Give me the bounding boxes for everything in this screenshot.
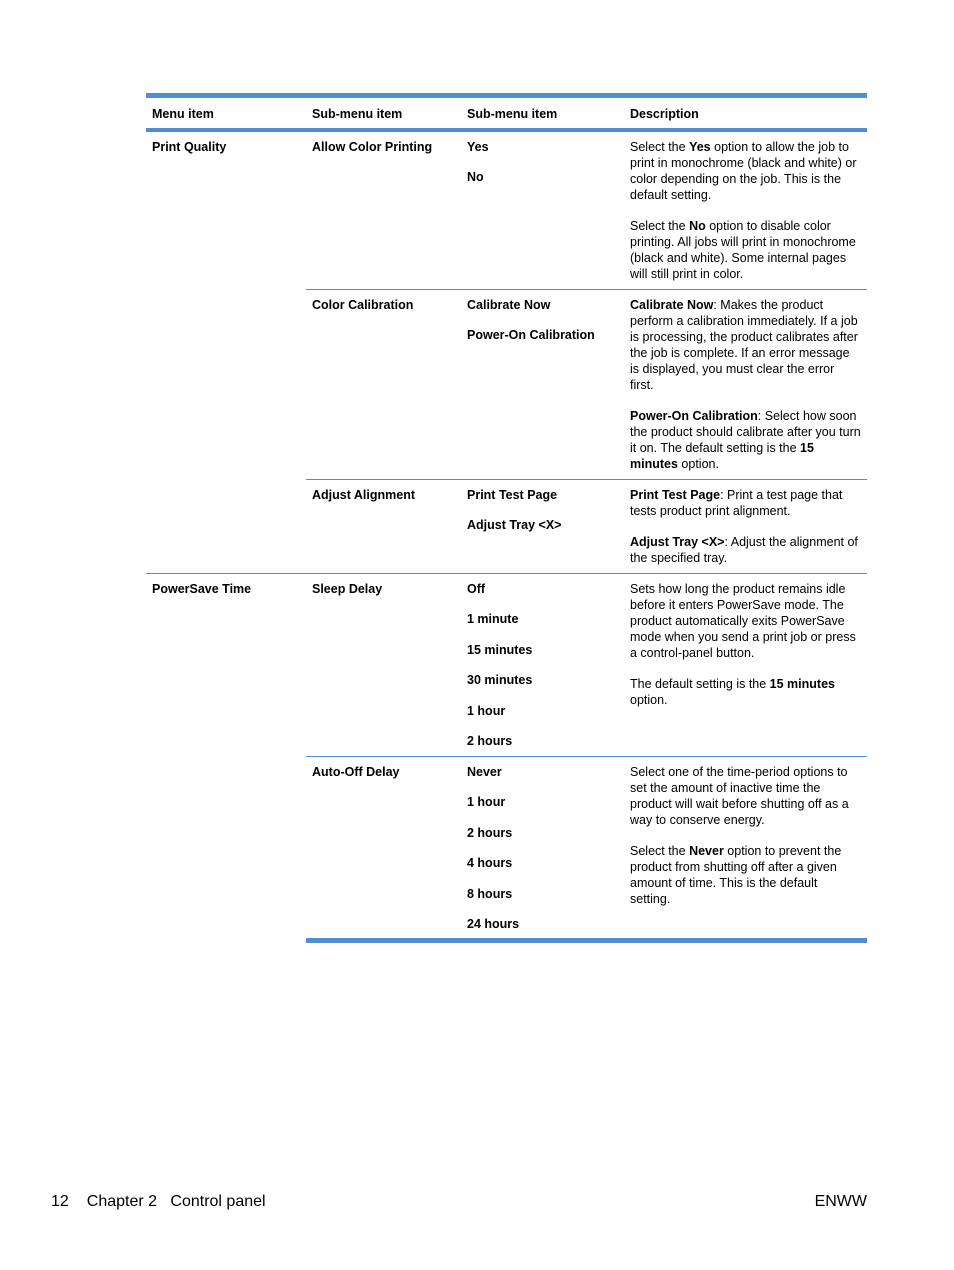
- description-text: option to allow the job to print in monochrome (black and white) or color depending on the job. This is the default setting.: [630, 140, 857, 202]
- description-text: Sets how long the product remains idle before it enters PowerSave mode. The product automatically exits PowerSave mode when you send a print job or press a control-panel button.: [630, 582, 856, 660]
- submenu-item-cell: Auto-Off Delay: [306, 756, 461, 940]
- description-paragraph: [630, 487, 861, 519]
- submenu-item-cell: Color Calibration: [306, 290, 461, 480]
- description-cell: [624, 756, 867, 940]
- submenu-item-cell: Allow Color Printing: [312, 140, 433, 154]
- description-paragraph: [630, 534, 861, 566]
- description-text: Select the: [630, 140, 690, 154]
- options-cell: [461, 574, 624, 757]
- description-paragraph: [630, 408, 861, 472]
- submenu-option: 4 hours: [467, 856, 513, 871]
- description-paragraph: [630, 297, 861, 393]
- description-bold-text: Adjust Tray <X>: [630, 535, 725, 549]
- options-cell: [461, 290, 624, 480]
- options-cell: [461, 756, 624, 940]
- description-text: option to prevent the product from shutting off after a given amount of time. This is the default setting.: [630, 843, 842, 906]
- description-text: Select the: [630, 219, 690, 233]
- description-cell: [624, 480, 867, 574]
- table-row: [146, 130, 867, 290]
- description-text: The default setting is the: [630, 677, 770, 691]
- description-text: : Adjust the alignment of the specified tray.: [630, 535, 858, 565]
- options-cell: [461, 480, 624, 574]
- description-paragraph: [630, 764, 861, 828]
- submenu-option: 1 hour: [467, 703, 506, 718]
- description-bold-text: Power-On Calibration: [630, 409, 758, 423]
- table-header-row: [146, 96, 867, 131]
- description-cell: [624, 290, 867, 480]
- submenu-option: Power-On Calibration: [467, 328, 595, 343]
- description-paragraph: [630, 218, 861, 282]
- submenu-option: 1 minute: [467, 612, 519, 627]
- menu-table: [146, 93, 867, 943]
- description-text: option.: [630, 693, 668, 707]
- submenu-item-cell: Sleep Delay: [306, 574, 461, 757]
- submenu-option: 24 hours: [467, 916, 520, 931]
- menu-item-cell: Print Quality: [152, 140, 227, 154]
- description-bold-text: 15 minutes: [769, 677, 835, 691]
- header-description: Description: [630, 107, 699, 121]
- description-cell: [624, 130, 867, 290]
- description-bold-text: No: [689, 219, 706, 233]
- submenu-option: 8 hours: [467, 886, 513, 901]
- submenu-option: Yes: [467, 140, 489, 154]
- submenu-option: No: [467, 170, 484, 185]
- description-bold-text: Never: [689, 843, 724, 858]
- header-submenu-item: Sub-menu item: [312, 107, 403, 121]
- description-text: Select one of the time-period options to set the amount of inactive time the product will wait before shutting off as a way to conserve energy.: [630, 764, 849, 827]
- description-bold-text: 15 minutes: [630, 441, 814, 471]
- description-cell: [624, 574, 867, 757]
- description-paragraph: [630, 581, 861, 661]
- submenu-option: 2 hours: [467, 733, 513, 748]
- description-text: option to disable color printing. All jobs will print in monochrome (black and white). Some internal pages will still print in color.: [630, 219, 856, 281]
- page-number: 12: [51, 1193, 69, 1210]
- header-menu-item: Menu item: [152, 107, 214, 121]
- header-submenu-item-2: Sub-menu item: [467, 107, 558, 121]
- menu-item-cell: PowerSave Time: [146, 574, 306, 941]
- page-footer-right: ENWW: [814, 1193, 867, 1210]
- description-text: : Select how soon the product should calibrate after you turn it on. The default setting is the: [630, 409, 861, 455]
- description-text: : Makes the product perform a calibration immediately. If a job is processing, the product calibrates after the job is complete. If an error message is displayed, you must clear the error first.: [630, 298, 858, 392]
- submenu-option: 30 minutes: [467, 673, 533, 688]
- submenu-item-cell: Adjust Alignment: [306, 480, 461, 574]
- description-bold-text: Yes: [689, 140, 711, 154]
- description-text: option.: [677, 457, 719, 471]
- submenu-option: Off: [467, 582, 486, 596]
- description-paragraph: [630, 843, 861, 907]
- submenu-option: Print Test Page: [467, 488, 558, 502]
- table-body: [146, 130, 867, 940]
- submenu-option: 2 hours: [467, 825, 513, 840]
- page-footer-left: [51, 1192, 266, 1212]
- description-text: Select the: [630, 843, 690, 858]
- description-bold-text: Calibrate Now: [630, 298, 714, 312]
- submenu-option: 15 minutes: [467, 642, 533, 657]
- options-cell: [461, 130, 624, 290]
- description-paragraph: [630, 676, 861, 708]
- description-bold-text: Print Test Page: [630, 488, 721, 502]
- description-paragraph: [630, 139, 861, 203]
- submenu-option: Never: [467, 764, 502, 779]
- submenu-option: 1 hour: [467, 795, 506, 810]
- submenu-option: Adjust Tray <X>: [467, 518, 562, 533]
- table-row: [146, 574, 867, 757]
- chapter-title: Chapter 2 Control panel: [86, 1193, 266, 1210]
- description-text: : Print a test page that tests product print alignment.: [630, 488, 843, 518]
- submenu-option: Calibrate Now: [467, 298, 551, 312]
